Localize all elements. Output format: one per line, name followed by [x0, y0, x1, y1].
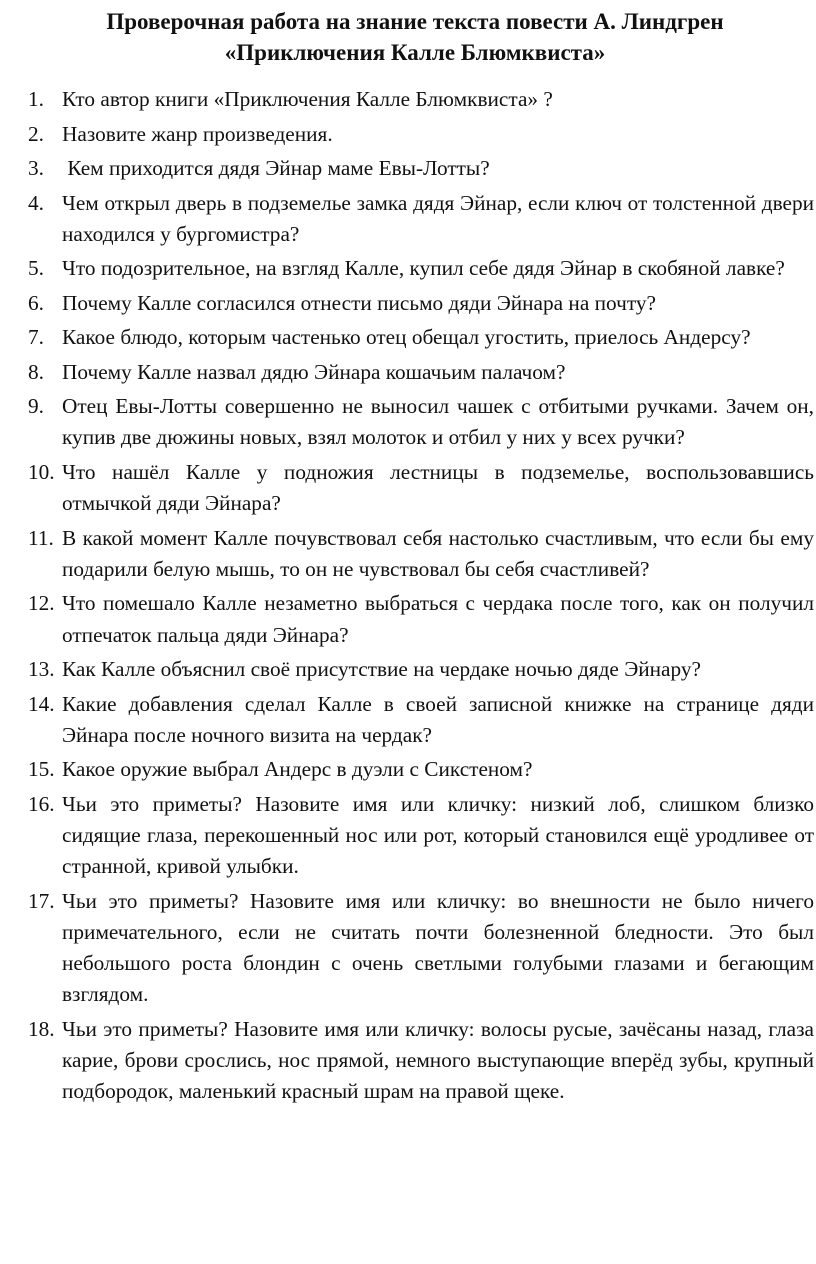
question-item [28, 886, 814, 1011]
question-text: В какой момент Калле почувствовал себя настолько счастливым, что если бы ему подарили белую мышь, то он не чувствовал бы себя счастливей? [62, 525, 814, 581]
question-item [28, 84, 814, 115]
question-item [28, 789, 814, 883]
question-number: 14. [28, 691, 55, 716]
question-item [28, 654, 814, 685]
title-line-1: Проверочная работа на знание текста повести А. Линдгрен [106, 9, 724, 34]
question-item [28, 288, 814, 319]
question-number: 16. [28, 791, 55, 816]
question-number: 12. [28, 591, 55, 616]
question-item [28, 322, 814, 353]
question-item [28, 754, 814, 785]
question-item [28, 253, 814, 284]
question-item [28, 689, 814, 751]
question-item [28, 188, 814, 250]
question-text: Какое оружие выбрал Андерс в дуэли с Сикстеном? [62, 757, 533, 782]
question-text: Кто автор книги «Приключения Калле Блюмквиста» ? [62, 87, 553, 111]
question-text: Чем открыл дверь в подземелье замка дядя Эйнар, если ключ от толстенной двери находился у бургомистра? [62, 190, 814, 246]
title-line-2: «Приключения Калле Блюмквиста» [224, 40, 606, 65]
question-item [28, 153, 814, 184]
question-text: Чьи это приметы? Назовите имя или кличку: волосы русые, зачёсаны назад, глаза карие, брови срослись, нос прямой, немного выступающие вперёд зубы, крупный подбородок, маленький красный шрам на правой щеке. [62, 1016, 814, 1104]
question-number: 4. [28, 190, 44, 215]
question-number: 17. [28, 888, 55, 913]
question-text: Почему Калле назвал дядю Эйнара кошачьим палачом? [62, 359, 566, 384]
question-number: 6. [28, 290, 44, 315]
question-text: Отец Евы-Лотты совершенно не выносил чашек с отбитыми ручками. Зачем он, купив две дюжины новых, взял молоток и отбил у них у всех ручки? [62, 394, 814, 450]
question-text: Назовите жанр произведения. [62, 121, 333, 146]
question-item [28, 357, 814, 388]
question-number: 2. [28, 121, 44, 146]
question-item [28, 523, 814, 585]
question-text: Какое блюдо, которым частенько отец обещал угостить, приелось Андерсу? [62, 325, 751, 350]
question-text: Чьи это приметы? Назовите имя или кличку: низкий лоб, слишком близко сидящие глаза, перекошенный нос или рот, который становился ещё уродливее от странной, кривой улыбки. [62, 791, 814, 879]
question-text: Как Калле объяснил своё присутствие на чердаке ночью дяде Эйнару? [62, 657, 701, 682]
question-number: 10. [28, 459, 55, 484]
question-text: Что нашёл Калле у подножия лестницы в подземелье, воспользовавшись отмычкой дяди Эйнара? [62, 459, 814, 516]
question-item [28, 588, 814, 650]
question-number: 11. [28, 525, 54, 550]
question-item [28, 391, 814, 453]
question-item [28, 457, 814, 519]
question-text: Какие добавления сделал Калле в своей записной книжке на странице дяди Эйнара после ночного визита на чердак? [62, 691, 814, 747]
question-item [28, 119, 814, 150]
question-text: Чьи это приметы? Назовите имя или кличку: во внешности не было ничего примечательного, если не считать почти болезненной бледности. Это был небольшого роста блондин с очень светлыми голубыми глазами и бегающим взглядом. [62, 888, 814, 1007]
question-number: 3. [28, 156, 44, 180]
question-text: Что помешало Калле незаметно выбраться с чердака после того, как он получил отпечаток пальца дяди Эйнара? [62, 591, 814, 647]
question-number: 18. [28, 1016, 55, 1041]
question-number: 8. [28, 359, 44, 384]
question-text: Кем приходится дядя Эйнар маме Евы-Лотты? [62, 156, 490, 180]
question-number: 7. [28, 325, 44, 350]
question-number: 5. [28, 256, 44, 281]
question-list [28, 84, 814, 1107]
question-number: 1. [28, 87, 44, 111]
question-number: 13. [28, 657, 55, 682]
question-text: Что подозрительное, на взгляд Калле, купил себе дядя Эйнар в скобяной лавке? [62, 256, 785, 281]
question-item [28, 1014, 814, 1108]
question-number: 15. [28, 757, 55, 782]
question-text: Почему Калле согласился отнести письмо дяди Эйнара на почту? [62, 290, 656, 315]
question-number: 9. [28, 394, 44, 419]
page-title [28, 6, 814, 68]
